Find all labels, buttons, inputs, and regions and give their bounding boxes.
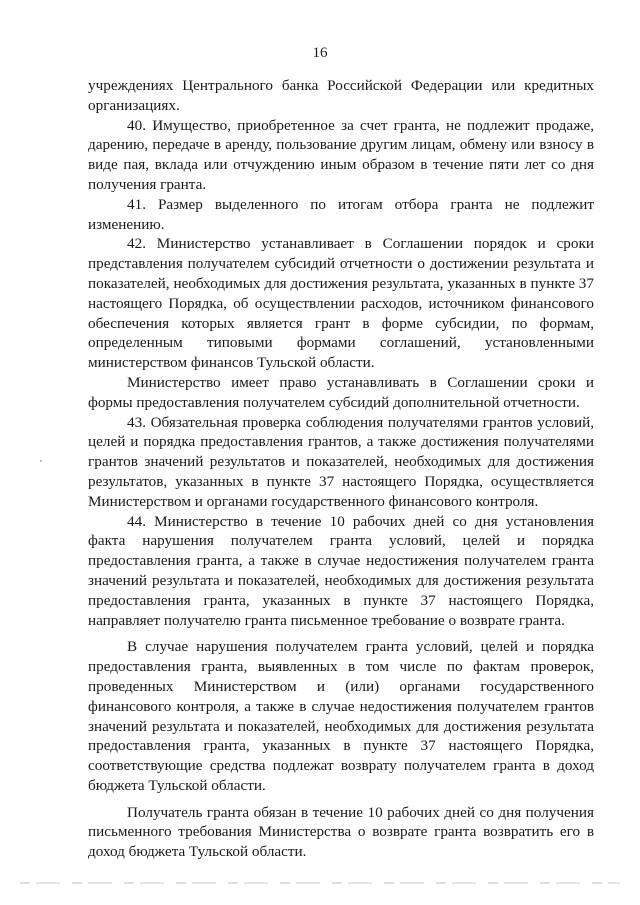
paragraph-44-violation: В случае нарушения получателем гранта условий, целей и порядка предоставления гранта, выявленных в том числе по фактам проверок, проведенных Министерством и (или) органами государственного финансового контроля, а также в случае недостижения получателем грантов значений результата и показателей, необходимых для достижения результата предоставления гранта, указанных в пункте 37 настоящего Порядка, соответствующие средства подлежат возврату получателем гранта в доход бюджета Тульской области. bbox=[88, 638, 594, 794]
paragraph-42: 42. Министерство устанавливает в Соглашении порядок и сроки представления получателем субсидий отчетности о достижении результата и показателей, необходимых для достижения результата, указанных в пункте 37 настоящего Порядка, об осуществлении расходов, источником финансового обеспечения которых является грант в форме субсидии, по формам, определенным типовыми формами соглашений, установленными министерством финансов Тульской области. bbox=[88, 235, 594, 372]
scan-bottom-edge bbox=[20, 882, 620, 884]
scan-artifact bbox=[40, 460, 42, 462]
paragraph-43: 43. Обязательная проверка соблюдения получателями грантов условий, целей и порядка предоставления грантов, а также достижения получателями грантов значений результатов и показателей, необходимых для достижения результатов, указанных в пункте 37 настоящего Порядка, осуществляется Министерством и органами государственного финансового контроля. bbox=[88, 413, 594, 510]
document-body bbox=[88, 76, 594, 862]
page-number: 16 bbox=[312, 45, 328, 61]
paragraph-44: 44. Министерство в течение 10 рабочих дней со дня установления факта нарушения получателем гранта условий, целей и порядка предоставления гранта, а также в случае недостижения получателем гранта значений результата и показателей, необходимых для достижения результата предоставления гранта, указанных в пункте 37 настоящего Порядка, направляет получателю гранта письменное требование о возврате гранта. bbox=[88, 512, 594, 629]
paragraph-42-addendum: Министерство имеет право устанавливать в Соглашении сроки и формы предоставления получателем субсидий дополнительной отчетности. bbox=[88, 373, 594, 411]
paragraph-41: 41. Размер выделенного по итогам отбора гранта не подлежит изменению. bbox=[88, 195, 594, 233]
paragraph-40: 40. Имущество, приобретенное за счет гранта, не подлежит продаже, дарению, передаче в аренду, пользование другим лицам, обмену или взносу в виде пая, вклада или отчуждению иным образом в течение пяти лет со дня получения гранта. bbox=[88, 116, 594, 193]
paragraph-44-refund: Получатель гранта обязан в течение 10 рабочих дней со дня получения письменного требования Министерства о возврате гранта возвратить его в доход бюджета Тульской области. bbox=[88, 803, 594, 861]
paragraph-continuation: учреждениях Центрального банка Российской Федерации или кредитных организациях. bbox=[88, 77, 594, 114]
